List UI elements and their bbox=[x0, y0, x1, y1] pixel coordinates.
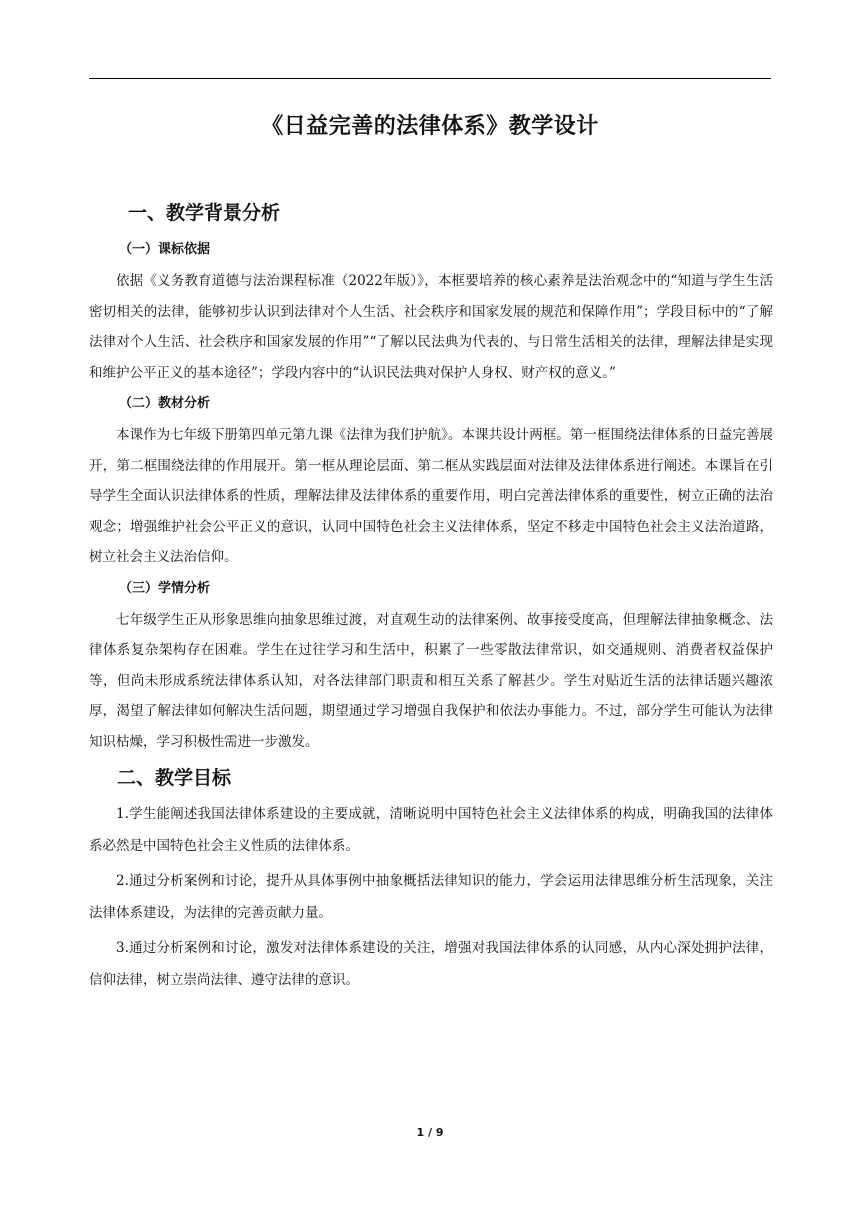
subsection-heading-textbook: （二）教材分析 bbox=[119, 396, 211, 411]
section-heading-objectives: 二、教学目标 bbox=[117, 767, 232, 789]
header-rule bbox=[89, 78, 771, 79]
document-body bbox=[89, 196, 773, 1000]
section-heading-background: 一、教学背景分析 bbox=[128, 202, 281, 224]
subsection-heading-students: （三）学情分析 bbox=[119, 580, 211, 596]
subsection-heading-curriculum: （一）课标依据 bbox=[119, 242, 211, 257]
objective-item: 3.通过分析案例和讨论，激发对法律体系建设的关注，增强对我国法律体系的认同感，从内心深处拥护法律，信仰法律，树立崇尚法律、遵守法律的意识。 bbox=[89, 940, 773, 988]
objective-item: 1.学生能阐述我国法律体系建设的主要成就，清晰说明中国特色社会主义法律体系的构成，明确我国的法律体系必然是中国特色社会主义性质的法律体系。 bbox=[89, 806, 773, 854]
page-number: 1 / 9 bbox=[416, 1126, 444, 1139]
paragraph-students: 七年级学生正从形象思维向抽象思维过渡，对直观生动的法律案例、故事接受度高，但理解法律抽象概念、法律体系复杂架构存在困难。学生在过往学习和生活中，积累了一些零散法律常识，如交通规则、消费者权益保护等，但尚未形成系统法律体系认知，对各法律部门职责和相互关系了解甚少。学生对贴近生活的法律话题兴趣浓厚，渴望了解法律如何解决生活问题，期望通过学习增强自我保护和依法办事能力。不过，部分学生可能认为法律知识枯燥，学习积极性需进一步激发。 bbox=[89, 611, 773, 750]
paragraph-curriculum: 依据《义务教育道德与法治课程标准（2022年版）》，本框要培养的核心素养是法治观念中的“知道与学生生活密切相关的法律，能够初步认识到法律对个人生活、社会秩序和国家发展的规范和保障作用”；学段目标中的“了解法律对个人生活、社会秩序和国家发展的作用”“了解以民法典为代表的、与日常生活相关的法律，理解法律是实现和维护公平正义的基本途径”；学段内容中的“认识民法典对保护人身权、财产权的意义。” bbox=[89, 273, 773, 381]
paragraph-textbook: 本课作为七年级下册第四单元第九课《法律为我们护航》。本课共设计两框。第一框围绕法律体系的日益完善展开，第二框围绕法律的作用展开。第一框从理论层面、第二框从实践层面对法律及法律体系进行阐述。本课旨在引导学生全面认识法律体系的性质，理解法律及法律体系的重要作用，明白完善法律体系的重要性，树立正确的法治观念；增强维护社会公平正义的意识，认同中国特色社会主义法律体系，坚定不移走中国特色社会主义法治道路，树立社会主义法治信仰。 bbox=[89, 427, 773, 565]
objective-item: 2.通过分析案例和讨论，提升从具体事例中抽象概括法律知识的能力，学会运用法律思维分析生活现象，关注法律体系建设，为法律的完善贡献力量。 bbox=[89, 873, 773, 921]
document-title: 《日益完善的法律体系》教学设计 bbox=[261, 114, 599, 139]
